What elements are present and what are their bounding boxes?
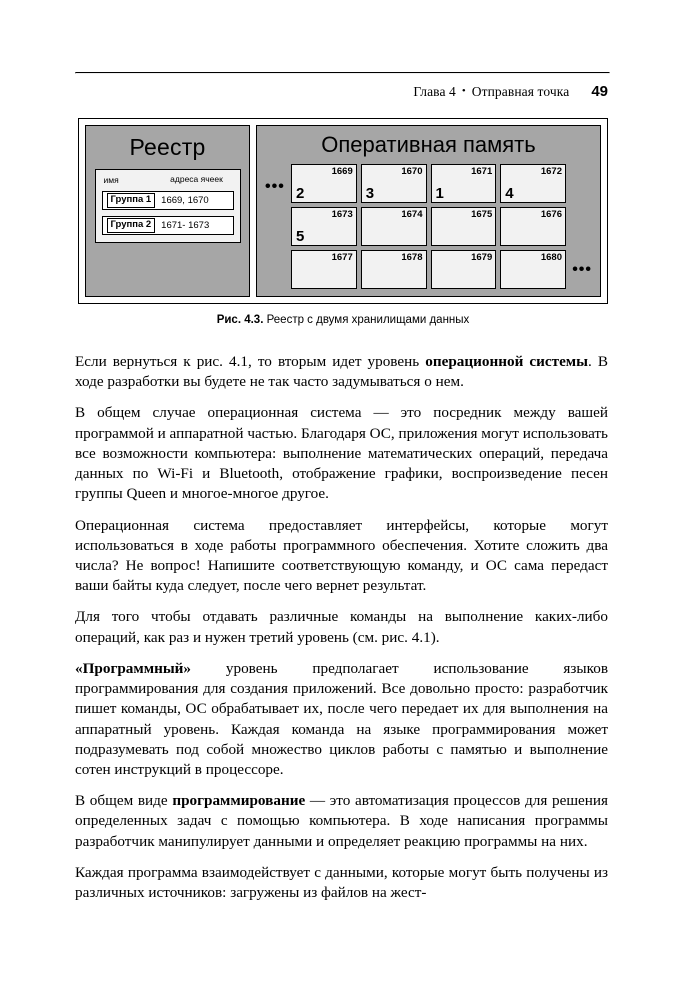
figure-caption-label: Рис. 4.3. (216, 314, 264, 326)
paragraph-3: Операционная система предоставляет интерфейсы, которые могут использоваться в ходе работы программного обеспечения. Хотите сложить два числа? Не вопрос! Напишите соответствующую команду, и ОС сама передаст ваши байты куда следует, после чего вернет результат. (75, 516, 608, 595)
registry-row (102, 191, 234, 210)
paragraph-6-part-a: В общем виде (75, 792, 173, 810)
registry-table-header (102, 175, 234, 185)
registry-group-name: Группа 1 (107, 193, 156, 207)
paragraph-1-emphasis: операционной системы (425, 353, 589, 370)
memory-cell (500, 207, 566, 246)
header-divider (75, 72, 610, 74)
memory-cell-address: 1676 (540, 209, 562, 220)
memory-cell-address: 1673 (331, 209, 353, 220)
memory-cell-address: 1671 (471, 166, 493, 177)
memory-cell-value: 4 (505, 184, 514, 202)
ram-panel (256, 125, 601, 297)
figure-caption-text: Реестр с двумя хранилищами данных (266, 314, 470, 326)
memory-cell-value: 3 (365, 184, 375, 202)
memory-cell (500, 250, 566, 289)
memory-cell-address: 1680 (540, 252, 562, 263)
paragraph-1-part-a: Если вернуться к рис. 4.1, то вторым идет уровень (75, 353, 426, 370)
header-section: Отправная точка (471, 84, 570, 99)
registry-column-addresses: адреса ячеек (170, 174, 223, 184)
paragraph-2: В общем случае операционная система — это посредник между вашей программой и аппаратной частью. Благодаря ОС, приложения могут использовать все возможности компьютера: выполнение математических операций, передача данных по Wi-Fi и Bluetooth, отображение графики, воспроизведение песен группы Queen и многое-многое другое. (75, 404, 608, 503)
header-running-title (75, 83, 608, 100)
header-separator: • (461, 85, 466, 97)
registry-panel (85, 125, 250, 297)
figure-frame (78, 118, 608, 304)
memory-cell-value: 2 (296, 184, 305, 202)
figure-4-3 (78, 118, 608, 326)
ram-right-ellipsis: ••• (572, 261, 592, 278)
memory-cell (431, 207, 497, 246)
memory-cell (291, 207, 357, 246)
paragraph-5-emphasis: «Программный» (75, 659, 192, 677)
header-chapter: Глава 4 (413, 84, 456, 99)
ram-left-ellipsis: ••• (265, 178, 285, 195)
memory-cell-value: 5 (296, 227, 305, 245)
memory-cell (500, 164, 566, 203)
memory-cell-address: 1669 (331, 166, 353, 177)
registry-title: Реестр (129, 134, 206, 160)
paragraph-6-part-c: — это автоматизация процессов для решения определенных задач с помощью компьютера. В ходе написания программы разработчик манипулирует данными и определяет реакцию программы на них. (75, 792, 608, 850)
paragraph-5-part-b: уровень предполагает использование языков программирования для создания приложений. Все довольно просто: разработчик пишет команды, ОС обрабатывает их, после чего передает их для выполнения на аппаратный уровень. Каждая команда на языке программирования может подразумевать под собой множество циклов работы с памятью и выполнение сотен инструкций в процессоре. (75, 659, 608, 778)
memory-cell (361, 207, 427, 246)
ram-grid-wrapper (265, 164, 592, 289)
memory-cell-address: 1678 (401, 252, 423, 263)
registry-column-name: имя (103, 175, 119, 185)
memory-cell (291, 164, 357, 203)
paragraph-1 (75, 352, 608, 392)
paragraph-1-part-c: . В ходе разработки вы будете не так часто задумываться о нем. (75, 353, 608, 391)
body-text (75, 352, 608, 903)
memory-cell (361, 250, 427, 289)
registry-group-name: Группа 2 (107, 218, 156, 232)
registry-group-addresses: 1671- 1673 (161, 220, 210, 231)
memory-cell-address: 1672 (540, 166, 562, 177)
registry-row (102, 216, 234, 235)
memory-cell-address: 1674 (401, 209, 423, 220)
memory-cell-address: 1670 (401, 166, 423, 177)
memory-cell (431, 250, 497, 289)
page-number: 49 (591, 83, 608, 100)
paragraph-4: Для того чтобы отдавать различные команды на выполнение каких-либо операций, как раз и нужен третий уровень (см. рис. 4.1). (75, 608, 608, 646)
memory-cell-address: 1677 (331, 252, 353, 263)
memory-cell-value: 1 (435, 184, 444, 202)
paragraph-6 (75, 791, 608, 852)
paragraph-5 (75, 659, 608, 780)
page-header (75, 72, 608, 100)
memory-cell (361, 164, 427, 203)
memory-cell-address: 1679 (471, 252, 493, 263)
ram-title: Оперативная память (321, 132, 536, 157)
ram-cell-grid (291, 164, 566, 289)
figure-caption (78, 314, 608, 326)
memory-cell (431, 164, 497, 203)
memory-cell (291, 250, 357, 289)
paragraph-6-emphasis: программирование (172, 792, 306, 810)
paragraph-7: Каждая программа взаимодействует с данными, которые могут быть получены из различных источников: загружены из файлов на жест- (75, 863, 608, 902)
memory-cell-address: 1675 (471, 209, 493, 220)
registry-table (95, 169, 241, 243)
registry-group-addresses: 1669, 1670 (161, 195, 209, 206)
